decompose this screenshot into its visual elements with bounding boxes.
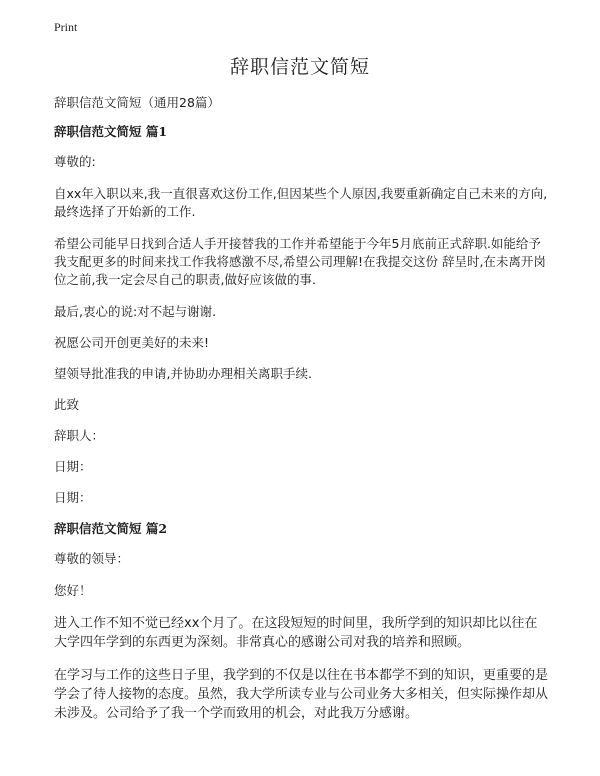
document-subtitle: 辞职信范文简短（通用28篇） <box>54 95 220 110</box>
signature-line: 辞职人： <box>54 428 105 443</box>
document-title: 辞职信范文简短 <box>229 56 370 78</box>
body-paragraph: 自xx年入职以来,我一直很喜欢这份工作,但因某些个人原因,我要重新确定自己未来的方向,最终选择了开始新的工作. <box>54 186 548 219</box>
body-paragraph: 在学习与工作的这些日子里，我学到的不仅是以往在书本都学不到的知识，更重要的是学会了待人接物的态度。虽然，我大学所读专业与公司业务大多相关，但实际操作却从未涉及。公司给予了我一个学而致用的机会，对此我万分感谢。 <box>54 668 549 721</box>
body-paragraph: 最后,衷心的说:对不起与谢谢. <box>54 304 217 319</box>
date-line: 日期： <box>54 490 92 505</box>
salutation: 尊敬的领导： <box>54 551 130 566</box>
print-link[interactable]: Print <box>54 20 78 34</box>
section-heading: 辞职信范文简短 篇2 <box>54 521 168 536</box>
closing-line: 此致 <box>54 397 80 412</box>
body-paragraph: 祝愿公司开创更美好的未来! <box>54 335 210 350</box>
date-line: 日期： <box>54 459 92 474</box>
greeting: 您好！ <box>54 583 92 598</box>
body-paragraph: 希望公司能早日找到合适人手开接替我的工作并希望能于今年5月底前正式辞职.如能给予我支配更多的时间来找工作我将感激不尽,希望公司理解!在我提交这份 辞呈时,在未离开岗位之前,我一定会尽自己的职责,做好应该做的事. <box>54 236 546 287</box>
body-paragraph: 望领导批准我的申请,并协助办理相关离职手续. <box>54 366 312 381</box>
body-paragraph: 进入工作不知不觉已经xx个月了。在这段短短的时间里，我所学到的知识却比以往在大学四年学到的东西更为深刻。非常真心的感谢公司对我的培养和照顾。 <box>54 616 538 650</box>
salutation: 尊敬的: <box>54 154 96 169</box>
document-body <box>54 94 548 737</box>
section-heading: 辞职信范文简短 篇1 <box>54 124 168 139</box>
